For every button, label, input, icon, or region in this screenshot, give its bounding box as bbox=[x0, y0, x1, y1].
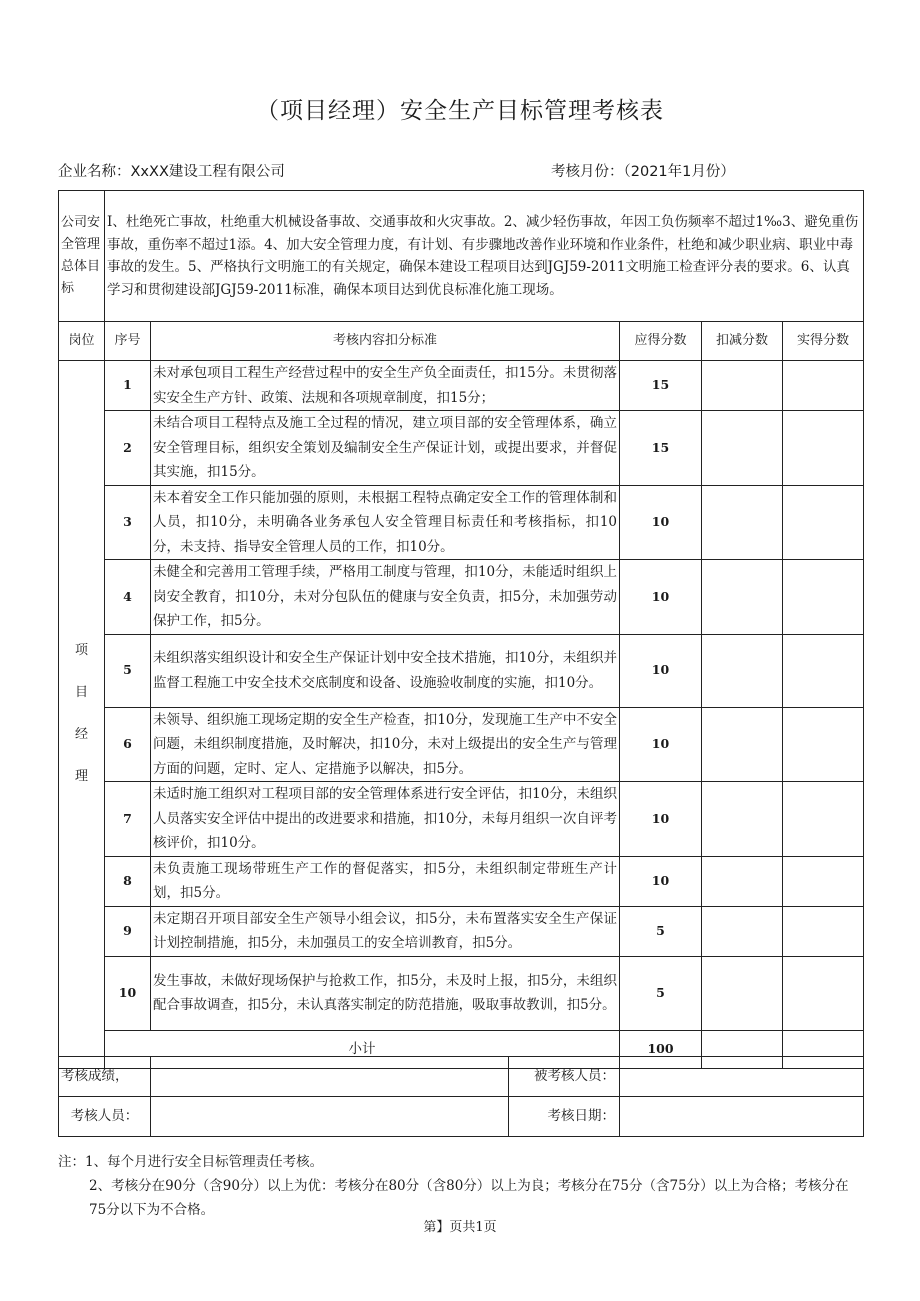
row-index: 3 bbox=[105, 485, 151, 560]
note-line-1: 注：1、每个月进行安全目标管理责任考核。 bbox=[58, 1154, 324, 1170]
row-due-score: 10 bbox=[620, 560, 702, 635]
row-criteria: 未负责施工现场带班生产工作的督促落实，扣5分，未组织制定带班生产计划，扣5分。 bbox=[151, 856, 620, 906]
row-actual-score[interactable] bbox=[783, 560, 864, 635]
header-deducted-score: 扣减分数 bbox=[702, 322, 783, 361]
row-criteria: 未健全和完善用工管理手续，严格用工制度与管理，扣10分，未能适时组织上岗安全教育，扣10分，未对分包队伍的健康与安全负责，扣5分，未加强劳动保护工作，扣5分。 bbox=[151, 560, 620, 635]
date-label: 考核日期： bbox=[509, 1097, 620, 1137]
header-index: 序号 bbox=[105, 322, 151, 361]
row-due-score: 10 bbox=[620, 707, 702, 782]
row-actual-score[interactable] bbox=[783, 856, 864, 906]
row-due-score: 10 bbox=[620, 856, 702, 906]
page-title: （项目经理）安全生产目标管理考核表 bbox=[256, 98, 664, 124]
row-actual-score[interactable] bbox=[783, 707, 864, 782]
position-char: 经 bbox=[74, 727, 88, 743]
examinee-label: 被考核人员： bbox=[509, 1057, 620, 1097]
table-row bbox=[59, 411, 864, 486]
note-line-2: 2、考核分在90分（含90分）以上为优：考核分在80分（含80分）以上为良；考核分在75分（含75分）以上为合格；考核分在75分以下为不合格。 bbox=[89, 1178, 849, 1218]
row-deducted-score[interactable] bbox=[702, 782, 783, 857]
row-criteria: 未适时施工组织对工程项目部的安全管理体系进行安全评估，扣10分，未组织人员落实安全评估中提出的改进要求和措施，扣10分，未每月组织一次自评考核评价，扣10分。 bbox=[151, 782, 620, 857]
header-content: 考核内容扣分标准 bbox=[151, 322, 620, 361]
table-row bbox=[59, 634, 864, 707]
row-deducted-score[interactable] bbox=[702, 956, 783, 1030]
row-index: 5 bbox=[105, 634, 151, 707]
row-due-score: 15 bbox=[620, 411, 702, 486]
row-index: 8 bbox=[105, 856, 151, 906]
row-criteria: 未定期召开项目部安全生产领导小组会议，扣5分，未布置落实安全生产保证计划控制措施，扣5分，未加强员工的安全培训教育，扣5分。 bbox=[151, 906, 620, 956]
row-index: 1 bbox=[105, 361, 151, 411]
row-actual-score[interactable] bbox=[783, 634, 864, 707]
row-due-score: 10 bbox=[620, 782, 702, 857]
table-row bbox=[59, 906, 864, 956]
row-due-score: 10 bbox=[620, 485, 702, 560]
row-criteria: 未对承包项目工程生产经营过程中的安全生产负全面责任，扣15分。未贯彻落实安全生产方针、政策、法规和各项规章制度，扣15分； bbox=[151, 361, 620, 411]
row-index: 9 bbox=[105, 906, 151, 956]
table-row bbox=[59, 956, 864, 1030]
row-deducted-score[interactable] bbox=[702, 856, 783, 906]
row-index: 10 bbox=[105, 956, 151, 1030]
row-index: 4 bbox=[105, 560, 151, 635]
row-criteria: 未结合项目工程特点及施工全过程的情况，建立项目部的安全管理体系，确立安全管理目标，组织安全策划及编制安全生产保证计划，或提出要求，并督促其实施，扣15分。 bbox=[151, 411, 620, 486]
header-due-score: 应得分数 bbox=[620, 322, 702, 361]
row-criteria: 未本着安全工作只能加强的原则，未根据工程特点确定安全工作的管理体制和人员，扣10分，未明确各业务承包人安全管理目标责任和考核指标，扣10分，未支持、指导安全管理人员的工作，扣10分。 bbox=[151, 485, 620, 560]
row-deducted-score[interactable] bbox=[702, 485, 783, 560]
company-name: 企业名称：XxXX建设工程有限公司 bbox=[58, 164, 285, 180]
row-criteria: 发生事故，未做好现场保护与抢救工作，扣5分，未及时上报，扣5分，未组织配合事故调查，扣5分，未认真落实制定的防范措施，吸取事故教训，扣5分。 bbox=[151, 956, 620, 1030]
row-deducted-score[interactable] bbox=[702, 707, 783, 782]
row-deducted-score[interactable] bbox=[702, 411, 783, 486]
row-actual-score[interactable] bbox=[783, 956, 864, 1030]
row-index: 7 bbox=[105, 782, 151, 857]
row-due-score: 15 bbox=[620, 361, 702, 411]
subtotal-label: 小计 bbox=[105, 1030, 620, 1068]
goal-text: I、杜绝死亡事故，杜绝重大机械设备事故、交通事故和火灾事故。2、减少轻伤事故，年因工负伤频率不超过1‰3、避免重伤事故，重伤率不超过1添。4、加大安全管理力度，有计划、有步骤地改善作业环境和作业条件，杜绝和减少职业病、职业中毒事故的发生。5、严格执行文明施工的有关规定，确保本建设工程项目达到JGJ59-2011文明施工检查评分表的要求。6、认真学习和贯彻建设部JGJ59-2011标准，确保本项目达到优良标准化施工现场。 bbox=[105, 191, 864, 322]
assessment-table bbox=[58, 190, 864, 1069]
table-row bbox=[59, 560, 864, 635]
assessment-month: 考核月份：（2021年1月份） bbox=[551, 164, 735, 180]
row-index: 2 bbox=[105, 411, 151, 486]
examiner-label: 考核人员： bbox=[59, 1097, 151, 1137]
row-deducted-score[interactable] bbox=[702, 906, 783, 956]
header-position: 岗位 bbox=[59, 322, 105, 361]
position-char: 目 bbox=[74, 685, 88, 701]
row-actual-score[interactable] bbox=[783, 782, 864, 857]
position-char: 理 bbox=[74, 769, 88, 785]
row-deducted-score[interactable] bbox=[702, 361, 783, 411]
row-criteria: 未领导、组织施工现场定期的安全生产检查，扣10分，发现施工生产中不安全问题，未组织制度措施，及时解决，扣10分，未对上级提出的安全生产与管理方面的问题，定时、定人、定措施予以解决，扣5分。 bbox=[151, 707, 620, 782]
row-due-score: 5 bbox=[620, 956, 702, 1030]
header-row bbox=[59, 322, 864, 361]
subtotal-score: 100 bbox=[620, 1030, 702, 1068]
result-field[interactable] bbox=[151, 1057, 509, 1097]
table-row bbox=[59, 361, 864, 411]
result-label: 考核成绩， bbox=[59, 1057, 151, 1097]
row-due-score: 5 bbox=[620, 906, 702, 956]
examinee-field[interactable] bbox=[620, 1057, 864, 1097]
page-number: 第】页共1页 bbox=[423, 1220, 497, 1235]
row-actual-score[interactable] bbox=[783, 411, 864, 486]
table-row bbox=[59, 485, 864, 560]
row-actual-score[interactable] bbox=[783, 485, 864, 560]
goal-row bbox=[59, 191, 864, 322]
table-row bbox=[59, 707, 864, 782]
row-deducted-score[interactable] bbox=[702, 560, 783, 635]
row-actual-score[interactable] bbox=[783, 906, 864, 956]
table-row bbox=[59, 856, 864, 906]
date-field[interactable] bbox=[620, 1097, 864, 1137]
notes bbox=[58, 1150, 863, 1222]
header-actual-score: 实得分数 bbox=[783, 322, 864, 361]
row-criteria: 未组织落实组织设计和安全生产保证计划中安全技术措施，扣10分，未组织并监督工程施工中安全技术交底制度和设备、设施验收制度的实施，扣10分。 bbox=[151, 634, 620, 707]
position-cell bbox=[59, 361, 105, 1069]
examiner-field[interactable] bbox=[151, 1097, 509, 1137]
row-deducted-score[interactable] bbox=[702, 634, 783, 707]
position-char: 项 bbox=[74, 643, 88, 659]
table-row bbox=[59, 782, 864, 857]
goal-label: 公司安全管理总体目标 bbox=[59, 191, 105, 322]
signature-table bbox=[58, 1056, 864, 1137]
row-actual-score[interactable] bbox=[783, 361, 864, 411]
row-index: 6 bbox=[105, 707, 151, 782]
row-due-score: 10 bbox=[620, 634, 702, 707]
